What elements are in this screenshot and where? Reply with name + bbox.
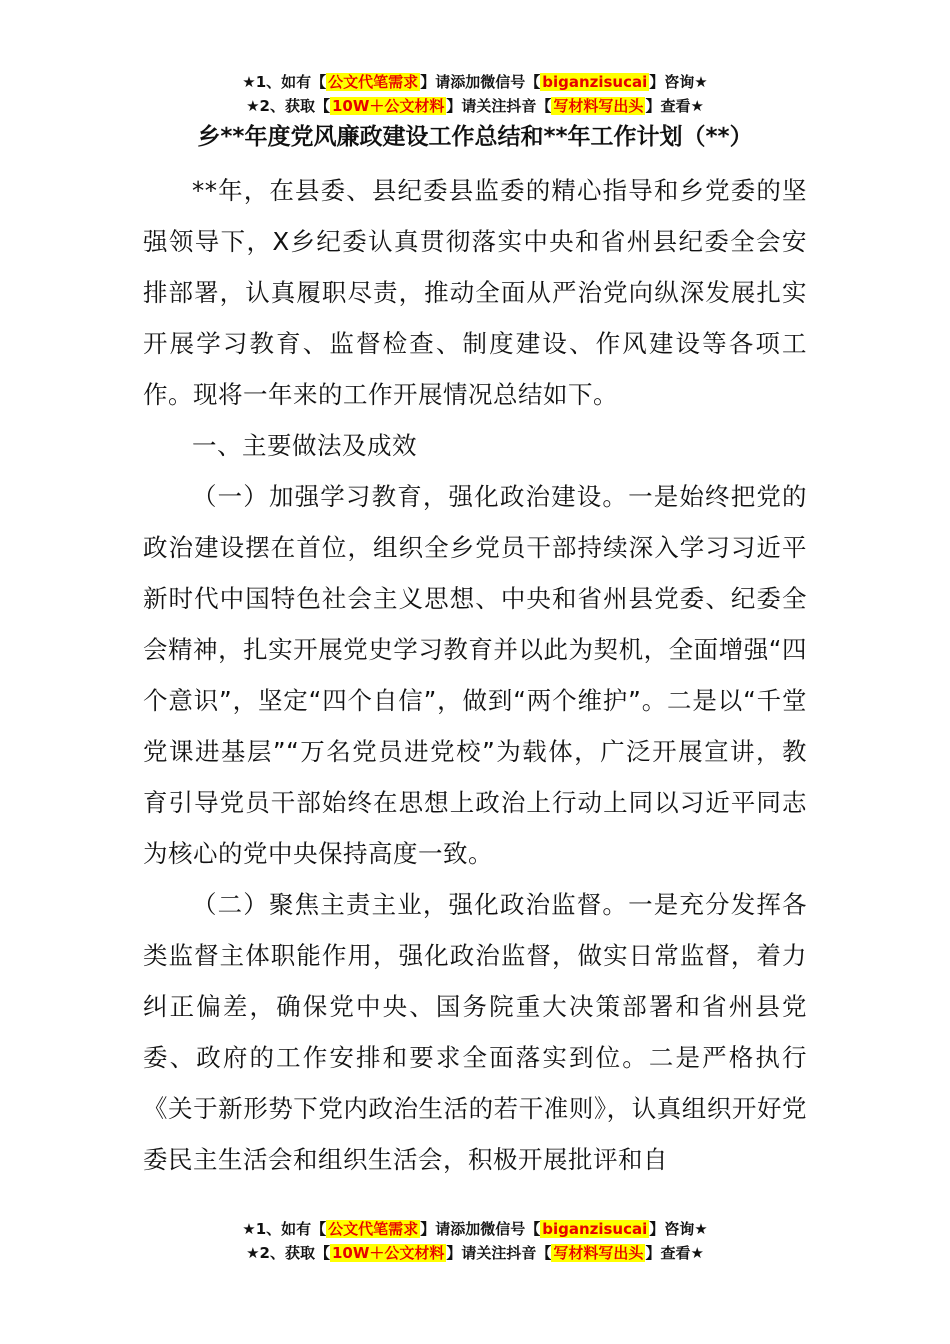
banner-text: 】查看★ — [645, 1244, 704, 1262]
banner-text: ★2、获取【 — [246, 1244, 330, 1262]
document-title: 乡**年度党风廉政建设工作总结和**年工作计划（**） — [197, 124, 753, 150]
banner-highlight: 写材料写出头 — [553, 97, 644, 115]
bottom-banner — [0, 1217, 950, 1265]
section-heading: 一、主要做法及成效 — [192, 431, 417, 460]
banner-highlight: 10W＋公文材料 — [331, 1244, 445, 1262]
banner-text: 】请关注抖音【 — [446, 1244, 552, 1262]
paragraph-section-1: （一）加强学习教育，强化政治建设。一是始终把党的政治建设摆在首位，组织全乡党员干部持续深入学习习近平新时代中国特色社会主义思想、中央和省州县党委、纪委全会精神，扎实开展党史学习教育并以此为契机，全面增强“四个意识”，坚定“四个自信”，做到“两个维护”。二是以“千堂党课进基层”“万名党员进党校”为载体，广泛开展宣讲，教育引导党员干部始终在思想上政治上行动上同以习近平同志为核心的党中央保持高度一致。 — [143, 482, 807, 868]
banner-line-1 — [0, 1217, 950, 1241]
banner-text: 】查看★ — [645, 97, 704, 115]
banner-text: ★1、如有【 — [242, 73, 327, 91]
banner-highlight: 10W＋公文材料 — [331, 97, 445, 115]
banner-highlight: 公文代笔需求 — [328, 73, 419, 91]
banner-highlight: 公文代笔需求 — [328, 1220, 419, 1238]
banner-line-2 — [0, 94, 950, 118]
banner-text: 】请关注抖音【 — [446, 97, 552, 115]
banner-text: 】咨询★ — [649, 73, 708, 91]
banner-text: 】请添加微信号【 — [420, 1220, 541, 1238]
banner-line-1 — [0, 70, 950, 94]
banner-text: 】请添加微信号【 — [420, 73, 541, 91]
banner-line-2 — [0, 1241, 950, 1265]
top-banner — [0, 70, 950, 118]
banner-text: ★2、获取【 — [246, 97, 330, 115]
banner-text: 】咨询★ — [649, 1220, 708, 1238]
banner-highlight: 写材料写出头 — [553, 1244, 644, 1262]
paragraph-intro: **年，在县委、县纪委县监委的精心指导和乡党委的坚强领导下，X乡纪委认真贯彻落实中央和省州县纪委全会安排部署，认真履职尽责，推动全面从严治党向纵深发展扎实开展学习教育、监督检查、制度建设、作风建设等各项工作。现将一年来的工作开展情况总结如下。 — [143, 176, 808, 409]
banner-text: ★1、如有【 — [242, 1220, 327, 1238]
document-body — [143, 165, 807, 1185]
paragraph-section-2: （二）聚焦主责主业，强化政治监督。一是充分发挥各类监督主体职能作用，强化政治监督，做实日常监督，着力纠正偏差，确保党中央、国务院重大决策部署和省州县党委、政府的工作安排和要求全面落实到位。二是严格执行《关于新形势下党内政治生活的若干准则》，认真组织开好党委民主生活会和组织生活会，积极开展批评和自 — [143, 890, 807, 1174]
banner-highlight: biganzisucai — [542, 1220, 648, 1238]
banner-highlight: biganzisucai — [542, 73, 648, 91]
